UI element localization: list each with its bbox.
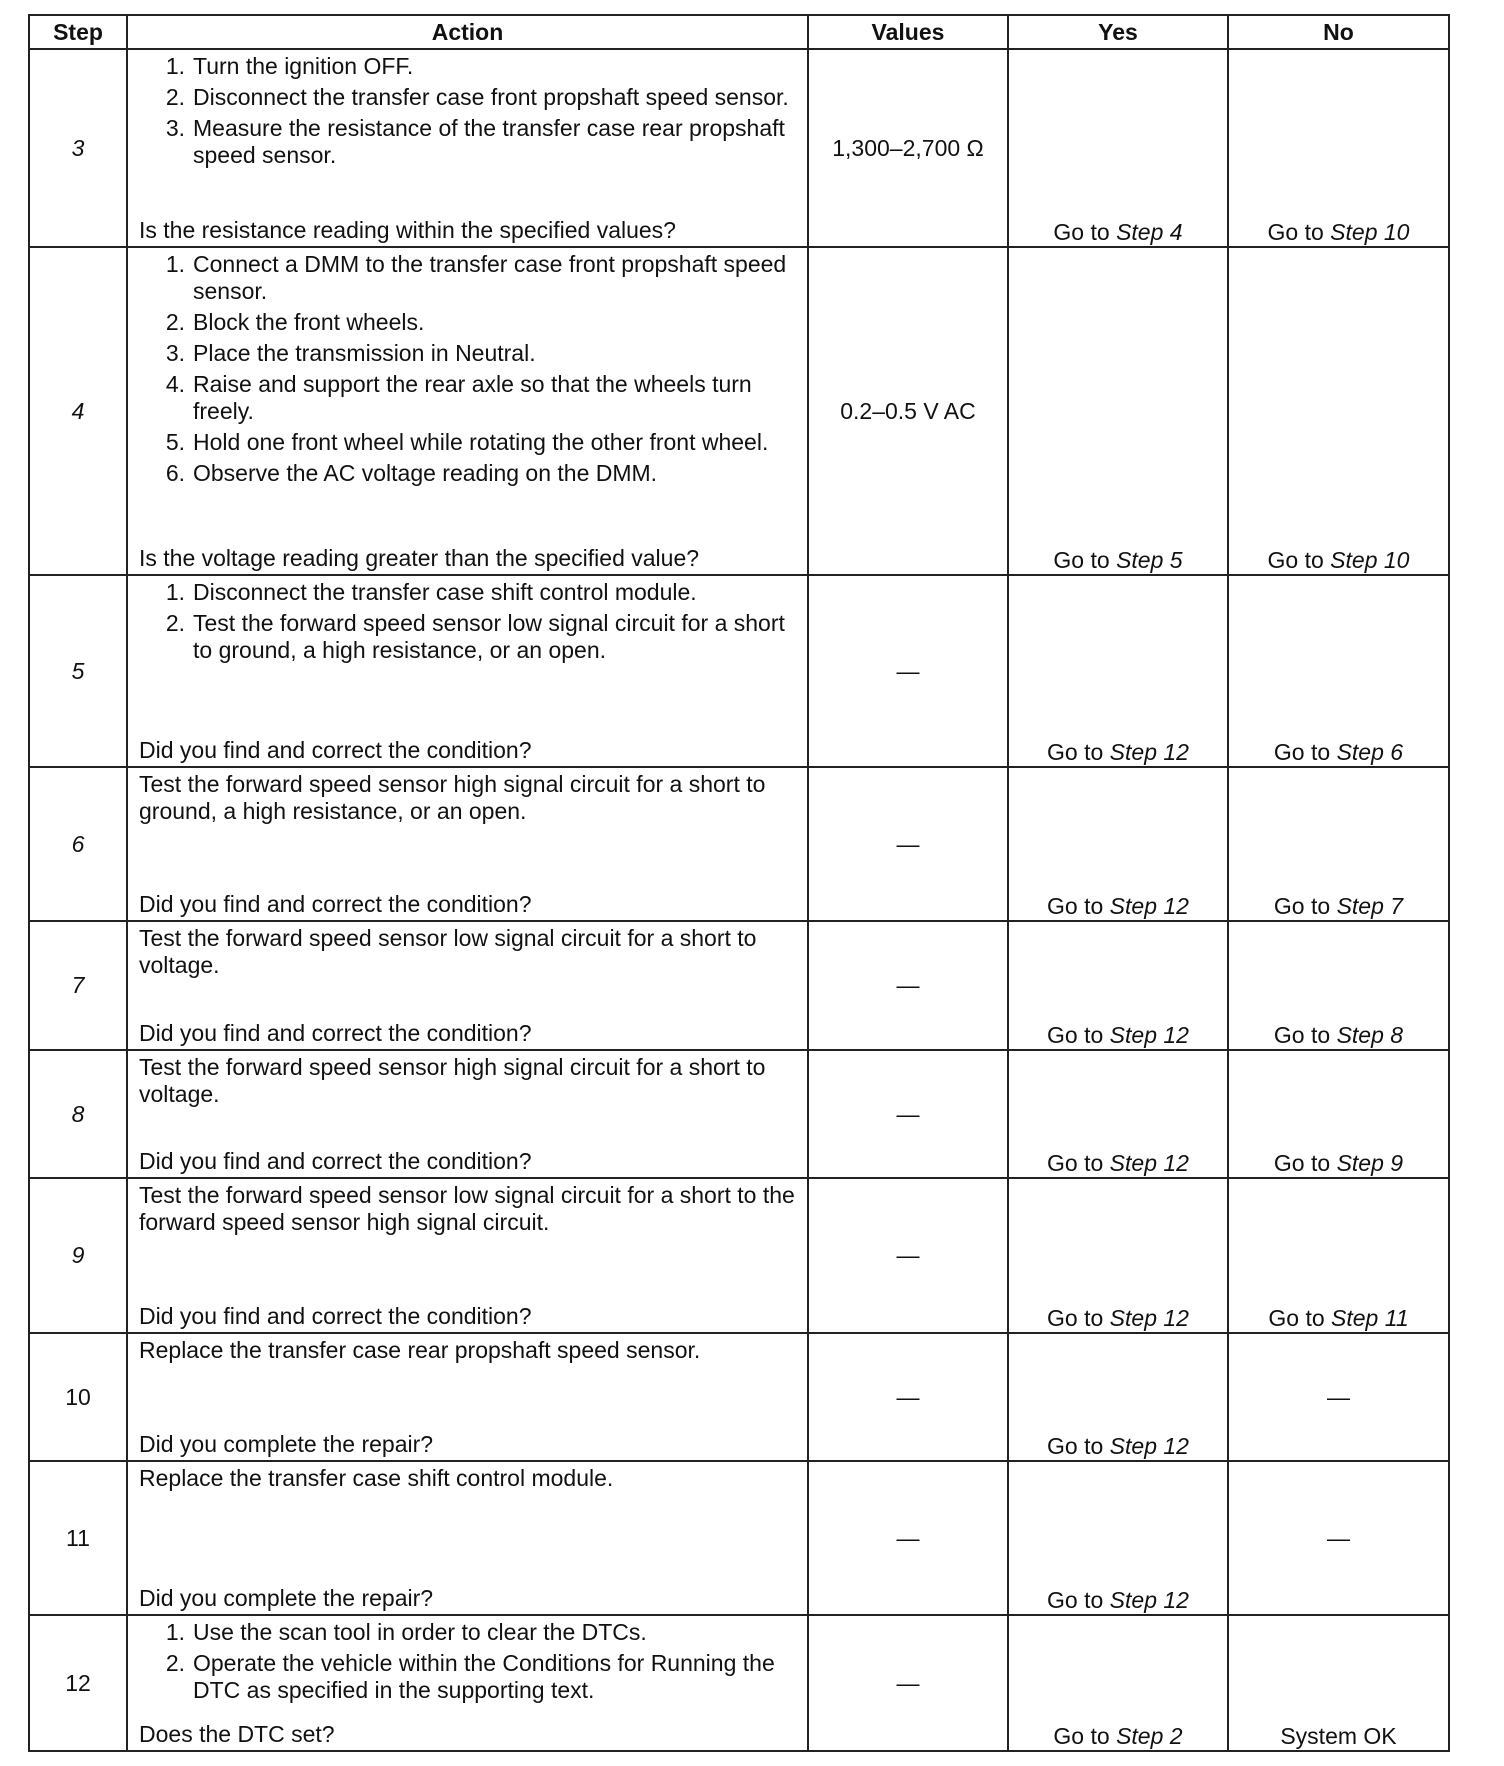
action-step-text: Disconnect the transfer case front propshaft speed sensor. <box>193 84 789 110</box>
action-step-number: 2. <box>165 309 185 335</box>
no-cell <box>1228 1461 1449 1615</box>
action-instruction: Replace the transfer case rear propshaft speed sensor. <box>139 1337 701 1363</box>
value-cell: 0.2–0.5 V AC <box>808 247 1008 575</box>
yes-cell <box>1008 921 1228 1050</box>
yes-cell <box>1008 1461 1228 1615</box>
action-question: Did you find and correct the condition? <box>139 1303 532 1329</box>
action-instruction: Replace the transfer case shift control module. <box>139 1465 614 1491</box>
action-cell <box>127 1178 808 1333</box>
no-step-link[interactable]: Step 11 <box>1331 1305 1409 1331</box>
no-cell <box>1228 247 1449 575</box>
step-number: 3 <box>29 49 127 247</box>
no-cell <box>1228 767 1449 921</box>
yes-cell <box>1008 1615 1228 1751</box>
action-step-item <box>139 371 799 425</box>
yes-prefix: Go to <box>1047 1587 1110 1613</box>
action-step-text: Disconnect the transfer case shift control module. <box>193 579 697 605</box>
no-step-link[interactable]: Step 10 <box>1330 547 1410 573</box>
no-prefix: Go to <box>1273 893 1337 919</box>
action-step-number: 3. <box>165 340 185 366</box>
action-body <box>139 1054 799 1108</box>
step-number: 11 <box>29 1461 127 1615</box>
no-prefix: Go to <box>1268 1305 1332 1331</box>
action-step-item <box>139 84 799 111</box>
yes-step-link[interactable]: Step 12 <box>1109 739 1189 765</box>
yes-step-link[interactable]: Step 12 <box>1109 1587 1189 1613</box>
action-question: Did you find and correct the condition? <box>139 891 532 917</box>
action-step-text: Turn the ignition OFF. <box>193 53 414 79</box>
table-row <box>29 49 1449 247</box>
table-row <box>29 1615 1449 1751</box>
action-step-text: Test the forward speed sensor low signal circuit for a short to ground, a high resistance, or an open. <box>193 610 785 663</box>
action-step-item <box>139 1619 799 1646</box>
no-step-link[interactable]: Step 10 <box>1330 219 1410 245</box>
action-body <box>139 579 799 668</box>
yes-cell <box>1008 575 1228 767</box>
action-body <box>139 1182 799 1236</box>
value-cell: — <box>808 921 1008 1050</box>
action-step-list <box>139 53 799 169</box>
action-step-number: 4. <box>165 371 185 397</box>
action-instruction: Test the forward speed sensor low signal circuit for a short to the forward speed sensor high signal circuit. <box>139 1182 795 1235</box>
action-step-text: Observe the AC voltage reading on the DMM. <box>193 460 658 486</box>
action-content <box>128 248 807 574</box>
yes-prefix: Go to <box>1047 893 1110 919</box>
diagnostic-table-container <box>28 14 1448 1752</box>
yes-prefix: Go to <box>1047 1022 1110 1048</box>
no-result: System OK <box>1280 1723 1397 1749</box>
no-result: — <box>1327 1524 1350 1551</box>
yes-step-link[interactable]: Step 12 <box>1109 893 1189 919</box>
action-cell <box>127 1461 808 1615</box>
header-yes: Yes <box>1008 15 1228 49</box>
action-question: Did you find and correct the condition? <box>139 1020 532 1046</box>
no-cell <box>1228 921 1449 1050</box>
action-step-number: 6. <box>165 460 185 486</box>
action-content <box>128 922 807 1049</box>
yes-cell <box>1008 1333 1228 1461</box>
step-number: 9 <box>29 1178 127 1333</box>
action-step-item <box>139 251 799 305</box>
value-cell: — <box>808 1178 1008 1333</box>
table-row <box>29 247 1449 575</box>
action-step-item <box>139 1650 799 1704</box>
action-step-item <box>139 309 799 336</box>
step-number: 7 <box>29 921 127 1050</box>
action-step-number: 2. <box>165 84 185 110</box>
header-step: Step <box>29 15 127 49</box>
action-step-number: 1. <box>165 53 185 79</box>
step-number: 6 <box>29 767 127 921</box>
action-step-text: Place the transmission in Neutral. <box>193 340 536 366</box>
action-content <box>128 1051 807 1177</box>
no-cell <box>1228 1615 1449 1751</box>
action-body <box>139 771 799 825</box>
action-step-item <box>139 340 799 367</box>
action-step-number: 3. <box>165 115 185 141</box>
header-action: Action <box>127 15 808 49</box>
action-step-item <box>139 115 799 169</box>
action-content <box>128 1179 807 1332</box>
no-prefix: Go to <box>1273 1150 1337 1176</box>
table-row <box>29 1178 1449 1333</box>
action-step-item <box>139 579 799 606</box>
yes-prefix: Go to <box>1053 1723 1117 1749</box>
yes-cell <box>1008 247 1228 575</box>
action-cell <box>127 921 808 1050</box>
table-row <box>29 1333 1449 1461</box>
action-question: Does the DTC set? <box>139 1721 335 1747</box>
action-step-text: Connect a DMM to the transfer case front propshaft speed sensor. <box>193 251 787 304</box>
action-step-number: 2. <box>165 1650 185 1676</box>
value-cell: — <box>808 767 1008 921</box>
action-cell <box>127 575 808 767</box>
yes-prefix: Go to <box>1053 219 1117 245</box>
step-number: 10 <box>29 1333 127 1461</box>
action-step-number: 1. <box>165 251 185 277</box>
action-step-text: Operate the vehicle within the Conditions for Running the DTC as specified in the supporting text. <box>193 1650 775 1703</box>
action-question: Is the resistance reading within the specified values? <box>139 217 676 243</box>
yes-cell <box>1008 1178 1228 1333</box>
action-body <box>139 925 799 979</box>
action-step-text: Raise and support the rear axle so that the wheels turn freely. <box>193 371 752 424</box>
yes-prefix: Go to <box>1047 739 1110 765</box>
table-row <box>29 1050 1449 1178</box>
action-content <box>128 1334 807 1460</box>
no-step-link[interactable]: Step 9 <box>1336 1150 1404 1176</box>
step-number: 8 <box>29 1050 127 1178</box>
action-body <box>139 1619 799 1708</box>
action-body <box>139 251 799 491</box>
value-cell: — <box>808 1050 1008 1178</box>
yes-cell <box>1008 767 1228 921</box>
no-step-link[interactable]: Step 8 <box>1336 1022 1404 1048</box>
table-row <box>29 921 1449 1050</box>
table-row <box>29 575 1449 767</box>
yes-cell <box>1008 49 1228 247</box>
action-cell <box>127 767 808 921</box>
action-body <box>139 53 799 173</box>
action-question: Did you find and correct the condition? <box>139 1148 532 1174</box>
yes-prefix: Go to <box>1053 547 1117 573</box>
value-cell: 1,300–2,700 Ω <box>808 49 1008 247</box>
header-no: No <box>1228 15 1449 49</box>
yes-step-link[interactable]: Step 4 <box>1116 219 1183 245</box>
yes-step-link[interactable]: Step 12 <box>1109 1305 1189 1331</box>
yes-prefix: Go to <box>1047 1433 1110 1459</box>
action-body <box>139 1465 799 1492</box>
no-cell <box>1228 49 1449 247</box>
table-row <box>29 1461 1449 1615</box>
no-cell <box>1228 575 1449 767</box>
no-step-link[interactable]: Step 7 <box>1336 893 1404 919</box>
action-cell <box>127 49 808 247</box>
action-content <box>128 50 807 246</box>
action-cell <box>127 247 808 575</box>
action-content <box>128 768 807 920</box>
action-question: Did you complete the repair? <box>139 1431 434 1457</box>
no-result: — <box>1327 1383 1350 1410</box>
action-step-item <box>139 429 799 456</box>
action-instruction: Test the forward speed sensor low signal circuit for a short to voltage. <box>139 925 757 978</box>
action-step-number: 1. <box>165 579 185 605</box>
action-step-list <box>139 1619 799 1704</box>
step-number: 4 <box>29 247 127 575</box>
diagnostic-table <box>28 14 1450 1752</box>
yes-step-link[interactable]: Step 12 <box>1109 1433 1189 1459</box>
yes-prefix: Go to <box>1047 1150 1110 1176</box>
value-cell: — <box>808 1615 1008 1751</box>
action-body <box>139 1337 799 1364</box>
value-cell: — <box>808 575 1008 767</box>
action-cell <box>127 1050 808 1178</box>
yes-prefix: Go to <box>1047 1305 1110 1331</box>
action-cell <box>127 1615 808 1751</box>
action-step-text: Hold one front wheel while rotating the other front wheel. <box>193 429 769 455</box>
action-step-text: Use the scan tool in order to clear the DTCs. <box>193 1619 647 1645</box>
action-step-item <box>139 610 799 664</box>
action-step-text: Block the front wheels. <box>193 309 425 335</box>
action-step-item <box>139 460 799 487</box>
table-row <box>29 767 1449 921</box>
action-instruction: Test the forward speed sensor high signal circuit for a short to voltage. <box>139 1054 766 1107</box>
action-step-list <box>139 251 799 487</box>
action-step-number: 1. <box>165 1619 185 1645</box>
step-number: 5 <box>29 575 127 767</box>
yes-step-link[interactable]: Step 5 <box>1116 547 1183 573</box>
action-step-list <box>139 579 799 664</box>
action-question: Is the voltage reading greater than the specified value? <box>139 545 700 571</box>
action-instruction: Test the forward speed sensor high signal circuit for a short to ground, a high resistance, or an open. <box>139 771 766 824</box>
no-prefix: Go to <box>1267 547 1331 573</box>
action-content <box>128 1462 807 1614</box>
action-question: Did you find and correct the condition? <box>139 737 532 763</box>
no-prefix: Go to <box>1267 219 1331 245</box>
yes-step-link[interactable]: Step 2 <box>1116 1723 1183 1749</box>
step-number: 12 <box>29 1615 127 1751</box>
no-prefix: Go to <box>1273 739 1337 765</box>
yes-cell <box>1008 1050 1228 1178</box>
action-cell <box>127 1333 808 1461</box>
value-cell: — <box>808 1333 1008 1461</box>
action-content <box>128 1616 807 1750</box>
action-step-item <box>139 53 799 80</box>
action-content <box>128 576 807 766</box>
no-cell <box>1228 1050 1449 1178</box>
no-prefix: Go to <box>1273 1022 1337 1048</box>
value-cell: — <box>808 1461 1008 1615</box>
action-step-number: 2. <box>165 610 185 636</box>
header-row <box>29 15 1449 49</box>
action-step-text: Measure the resistance of the transfer case rear propshaft speed sensor. <box>193 115 785 168</box>
action-question: Did you complete the repair? <box>139 1585 434 1611</box>
no-cell <box>1228 1178 1449 1333</box>
no-step-link[interactable]: Step 6 <box>1336 739 1404 765</box>
no-cell <box>1228 1333 1449 1461</box>
yes-step-link[interactable]: Step 12 <box>1109 1150 1189 1176</box>
yes-step-link[interactable]: Step 12 <box>1109 1022 1189 1048</box>
table-body <box>29 49 1449 1751</box>
header-values: Values <box>808 15 1008 49</box>
action-step-number: 5. <box>165 429 185 455</box>
